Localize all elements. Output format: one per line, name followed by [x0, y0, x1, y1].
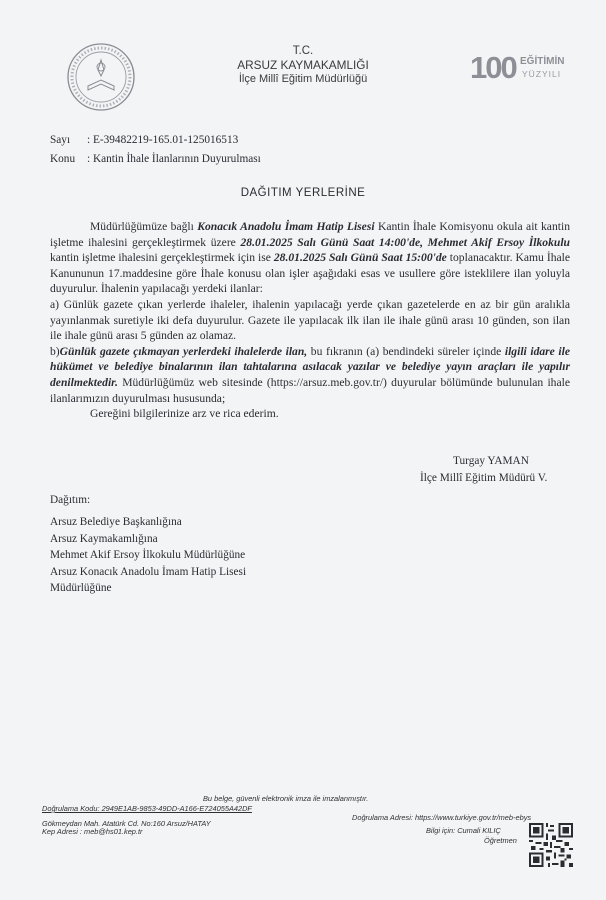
p3-prefix: b) [50, 344, 60, 358]
footer-contact: Bilgi için: Cumali KILIÇ [426, 826, 501, 835]
p1-text-e: kantin işletme ihalesini gerçekleştirmek için ise [50, 251, 274, 265]
meb-seal-icon [66, 42, 136, 112]
paragraph-4: Gereğini bilgilerinize arz ve rica ederim. [90, 407, 279, 421]
distribution-item: Mehmet Akif Ersoy İlkokulu Müdürlüğüne [50, 549, 246, 561]
distribution-list [50, 514, 246, 597]
logo-word-yuzyili: YÜZYILI [522, 69, 562, 79]
distribution-item: Arsuz Konacık Anadolu İmam Hatip Lisesi [50, 565, 247, 578]
qr-code-icon [529, 823, 573, 867]
footer-verification-address: Doğrulama Adresi: https://www.turkiye.gov.tr/meb-ebys [352, 813, 532, 822]
footer-notice: Bu belge, güvenli elektronik imza ile imzalanmıştır. [203, 794, 369, 803]
header-mudurluk: İlçe Millî Eğitim Müdürlüğü [238, 73, 368, 85]
document-body [50, 219, 570, 422]
header-tc: T.C. [292, 45, 314, 57]
document-title: DAĞITIM YERLERİNE [240, 187, 366, 199]
footer-verification-code: Doğrulama Kodu: 2949E1AB-9853-49DD-A166-E724055A42DF [42, 804, 252, 813]
distribution-item: Arsuz Kaymakamlığına [50, 532, 158, 545]
logo-number: 100 [470, 50, 516, 85]
konu-label: Konu [50, 153, 76, 165]
p1-school-name: Konacık Anadolu İmam Hatip Lisesi [197, 220, 375, 233]
p1-date-1: 28.01.2025 Salı Günü Saat 14:00'de, Mehmet Akif Ersoy İlkokulu [240, 235, 570, 249]
p1-date-2: 28.01.2025 Salı Günü Saat 15:00'de [273, 251, 447, 265]
p3-text-c: bu fıkranın (a) bendindeki süreler içinde [307, 344, 505, 358]
header-kaymakamlik: ARSUZ KAYMAKAMLIĞI [237, 58, 369, 72]
sayi-value: : E-39482219-165.01-125016513 [87, 134, 239, 146]
footer-title: Öğretmen [484, 836, 517, 845]
signature-role: İlçe Millî Eğitim Müdürü V. [420, 472, 548, 484]
p3-emphasis-1: Günlük gazete çıkmayan yerlerdeki ihalelerde ilan, [59, 344, 308, 358]
sayi-label: Sayı [50, 134, 71, 146]
signature-name: Turgay YAMAN [453, 455, 529, 467]
p1-text-g: toplanacaktır. Kamu İhale Kanununun 17.maddesine göre İhale konusu olan işler aşağıdaki esas ve usullere göre isteklilere ilan yoluyla duyurulur. İhalenin yapılacağı yerdeki ilanlar: [50, 251, 570, 296]
footer-kep: Kep Adresi : meb@hs01.kep.tr [42, 827, 143, 836]
p1-text-c: Kantin İhale Komisyonu okula ait kantin işletme ihalesini gerçekleştirmek üzere [50, 220, 570, 249]
distribution-item: Müdürlüğüne [50, 582, 112, 594]
p3-text-e: Müdürlüğümüz web sitesinde (https://arsuz.meb.gov.tr/) duyurular bölümünde bulunulan ihale ilanlarımızın duyurulması hususunda; [50, 375, 570, 405]
paragraph-1 [50, 219, 570, 297]
p1-text-a: Müdürlüğümüze bağlı [90, 220, 198, 233]
distribution-item: Arsuz Belediye Başkanlığına [50, 516, 182, 528]
konu-value: : Kantin İhale İlanlarının Duyurulması [87, 153, 261, 165]
egitimin-yuzyili-logo [470, 50, 578, 90]
logo-word-egitimin: EĞİTİMİN [520, 56, 565, 67]
paragraph-2: a) Günlük gazete çıkan yerlerde ihaleler, ihalenin yapılacağı yerde çıkan gazetelerde en az bir gün aralıkla yayınlanmak suretiyle iki defa duyurulur. Gazete ile yapılacak ilk ilan ile ihale günü arası 10 günden, son ilan ile ihale günü arası 5 günden az olamaz. [50, 297, 570, 343]
paragraph-3 [50, 344, 570, 406]
footer-address: Gökmeydan Mah. Atatürk Cd. No:160 Arsuz/HATAY [42, 819, 211, 828]
distribution-label: Dağıtım: [50, 494, 91, 506]
p3-emphasis-2: ilgili idare ile hükümet ve belediye binalarının ilan tahtalarına asılacak yazılar ve belediye yayın araçları ile yapılır denilmektedir. [50, 344, 570, 389]
